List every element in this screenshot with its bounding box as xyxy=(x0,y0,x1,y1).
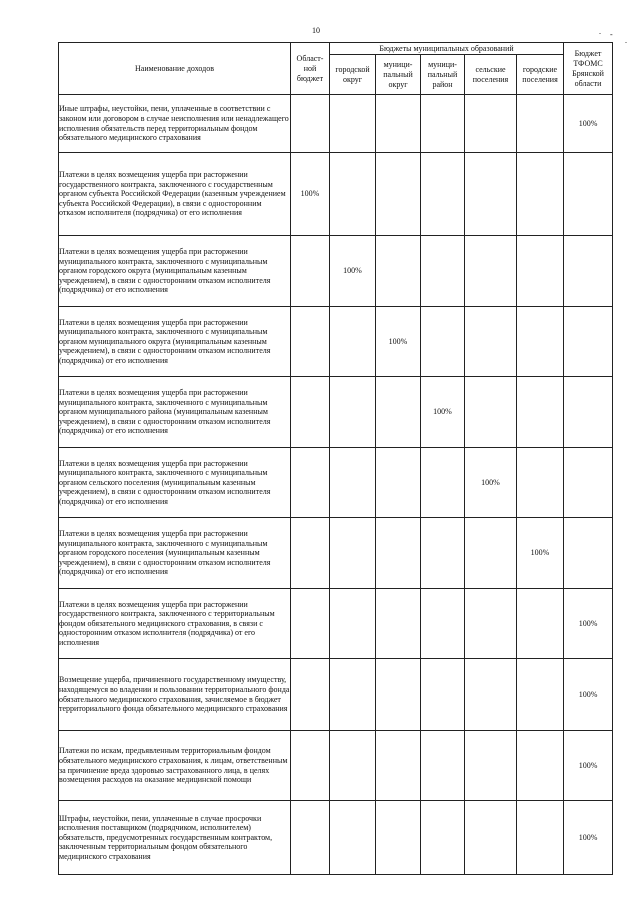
share-cell xyxy=(517,95,564,153)
share-cell xyxy=(376,589,421,659)
share-cell: 100% xyxy=(291,153,330,236)
share-cell xyxy=(291,448,330,518)
share-cell xyxy=(465,731,517,801)
income-name-cell: Платежи в целях возмещения ущерба при расторжении муниципального контракта, заключенного с муниципальным органом сельского поселения (муниципальным казенным учреждением), в связи с односторонним отказом исполнителя (подрядчика) от его исполнения xyxy=(59,448,291,518)
share-cell: 100% xyxy=(421,377,465,448)
share-cell xyxy=(517,236,564,307)
share-cell xyxy=(564,518,613,589)
share-cell xyxy=(465,589,517,659)
share-cell xyxy=(291,731,330,801)
share-cell xyxy=(421,307,465,377)
header-regional-budget: Област- ной бюджет xyxy=(291,43,330,95)
share-cell xyxy=(291,236,330,307)
share-cell xyxy=(421,518,465,589)
income-name-cell: Платежи в целях возмещения ущерба при расторжении муниципального контракта, заключенного с муниципальным органом муниципального округа (муниципальным казенным учреждением), в связи с односторонним отказом исполнителя (подрядчика) от его исполнения xyxy=(59,307,291,377)
share-cell xyxy=(376,659,421,731)
share-cell xyxy=(291,801,330,875)
share-cell xyxy=(376,377,421,448)
corner-mark: . xyxy=(599,27,601,36)
share-cell xyxy=(291,659,330,731)
share-cell xyxy=(421,731,465,801)
table-row xyxy=(59,377,613,448)
table-row xyxy=(59,236,613,307)
header-rural-settlements: сельские поселения xyxy=(465,55,517,95)
share-cell xyxy=(291,95,330,153)
share-cell xyxy=(421,589,465,659)
share-cell xyxy=(291,377,330,448)
share-cell xyxy=(564,153,613,236)
header-municipal-area: муници- пальный район xyxy=(421,55,465,95)
header-municipal-district: муници- пальный округ xyxy=(376,55,421,95)
share-cell xyxy=(291,589,330,659)
share-cell xyxy=(517,731,564,801)
share-cell xyxy=(330,377,376,448)
share-cell xyxy=(465,307,517,377)
share-cell xyxy=(517,589,564,659)
share-cell xyxy=(465,801,517,875)
share-cell: 100% xyxy=(564,589,613,659)
income-name-cell: Иные штрафы, неустойки, пени, уплаченные в соответствии с законом или договором в случае неисполнения или ненадлежащего исполнения обязательств перед территориальным фондом обязательного медицинского страхования xyxy=(59,95,291,153)
header-city-district: городской округ xyxy=(330,55,376,95)
income-name-cell: Возмещение ущерба, причиненного государственному имуществу, находящемуся во владении и пользовании территориального фонда обязательного медицинского страхования, зачисляемое в бюджет территориального фонда обязательного медицинского страхования xyxy=(59,659,291,731)
table-row xyxy=(59,801,613,875)
share-cell xyxy=(330,153,376,236)
share-cell xyxy=(421,448,465,518)
share-cell xyxy=(564,307,613,377)
header-urban-settlements: городские поселения xyxy=(517,55,564,95)
share-cell xyxy=(517,659,564,731)
share-cell xyxy=(376,518,421,589)
share-cell xyxy=(465,95,517,153)
share-cell xyxy=(330,518,376,589)
page-number: 10 xyxy=(312,26,320,35)
share-cell xyxy=(330,801,376,875)
share-cell xyxy=(421,659,465,731)
share-cell: 100% xyxy=(330,236,376,307)
header-income-name: Наименование доходов xyxy=(59,43,291,95)
share-cell xyxy=(330,731,376,801)
share-cell xyxy=(376,731,421,801)
table-row xyxy=(59,659,613,731)
table-row xyxy=(59,731,613,801)
share-cell xyxy=(465,518,517,589)
income-name-cell: Штрафы, неустойки, пени, уплаченные в случае просрочки исполнения поставщиком (подрядчиком, исполнителем) обязательств, предусмотренных государственным контрактом, заключенным территориальным фондом обязательного медицинского страхования xyxy=(59,801,291,875)
corner-mark: . xyxy=(625,36,627,45)
share-cell xyxy=(421,236,465,307)
share-cell: 100% xyxy=(517,518,564,589)
share-cell xyxy=(376,448,421,518)
income-name-cell: Платежи по искам, предъявленным территориальным фондом обязательного медицинского страхования, к лицам, ответственным за причинение вреда здоровью застрахованного лица, в целях возмещения расходов на оказание медицинской помощи xyxy=(59,731,291,801)
share-cell: 100% xyxy=(564,95,613,153)
share-cell xyxy=(330,448,376,518)
share-cell xyxy=(376,801,421,875)
share-cell xyxy=(465,153,517,236)
table-row xyxy=(59,448,613,518)
header-municipal-budgets: Бюджеты муниципальных образований xyxy=(330,43,564,55)
share-cell: 100% xyxy=(465,448,517,518)
share-cell xyxy=(421,801,465,875)
share-cell xyxy=(517,448,564,518)
table-row xyxy=(59,518,613,589)
share-cell xyxy=(517,377,564,448)
share-cell xyxy=(517,801,564,875)
share-cell xyxy=(517,153,564,236)
income-name-cell: Платежи в целях возмещения ущерба при расторжении государственного контракта, заключенного с территориальным фондом обязательного медицинского страхования, в связи с односторонним отказом исполнителя (подрядчика) от его исполнения xyxy=(59,589,291,659)
share-cell: 100% xyxy=(376,307,421,377)
share-cell xyxy=(564,236,613,307)
share-cell xyxy=(564,377,613,448)
share-cell xyxy=(465,377,517,448)
share-cell xyxy=(421,153,465,236)
share-cell xyxy=(376,236,421,307)
income-name-cell: Платежи в целях возмещения ущерба при расторжении государственного контракта, заключенного с государственным органом субъекта Российской Федерации (казенным учреждением субъекта Российской Федерации), в связи с односторонним отказом исполнителя (подрядчика) от его исполнения xyxy=(59,153,291,236)
share-cell: 100% xyxy=(564,659,613,731)
share-cell xyxy=(330,659,376,731)
share-cell xyxy=(465,236,517,307)
income-name-cell: Платежи в целях возмещения ущерба при расторжении муниципального контракта, заключенного с муниципальным органом муниципального района (муниципальным казенным учреждением), в связи с односторонним отказом исполнителя (подрядчика) от его исполнения xyxy=(59,377,291,448)
share-cell xyxy=(421,95,465,153)
share-cell xyxy=(291,518,330,589)
income-name-cell: Платежи в целях возмещения ущерба при расторжении муниципального контракта, заключенного с муниципальным органом городского поселения (муниципальным казенным учреждением), в связи с односторонним отказом исполнителя (подрядчика) от его исполнения xyxy=(59,518,291,589)
share-cell: 100% xyxy=(564,731,613,801)
share-cell xyxy=(564,448,613,518)
table-row xyxy=(59,153,613,236)
share-cell xyxy=(330,307,376,377)
table-row xyxy=(59,95,613,153)
share-cell xyxy=(517,307,564,377)
income-distribution-table xyxy=(58,42,613,875)
income-name-cell: Платежи в целях возмещения ущерба при расторжении муниципального контракта, заключенного с муниципальным органом городского округа (муниципальным казенным учреждением), в связи с односторонним отказом исполнителя (подрядчика) от его исполнения xyxy=(59,236,291,307)
share-cell xyxy=(376,95,421,153)
header-tfoms-budget: Бюджет ТФОМС Брянской области xyxy=(564,43,613,95)
table-row xyxy=(59,307,613,377)
share-cell xyxy=(376,153,421,236)
table-row xyxy=(59,589,613,659)
share-cell xyxy=(465,659,517,731)
share-cell xyxy=(291,307,330,377)
share-cell: 100% xyxy=(564,801,613,875)
corner-mark: - xyxy=(610,30,613,39)
share-cell xyxy=(330,95,376,153)
share-cell xyxy=(330,589,376,659)
